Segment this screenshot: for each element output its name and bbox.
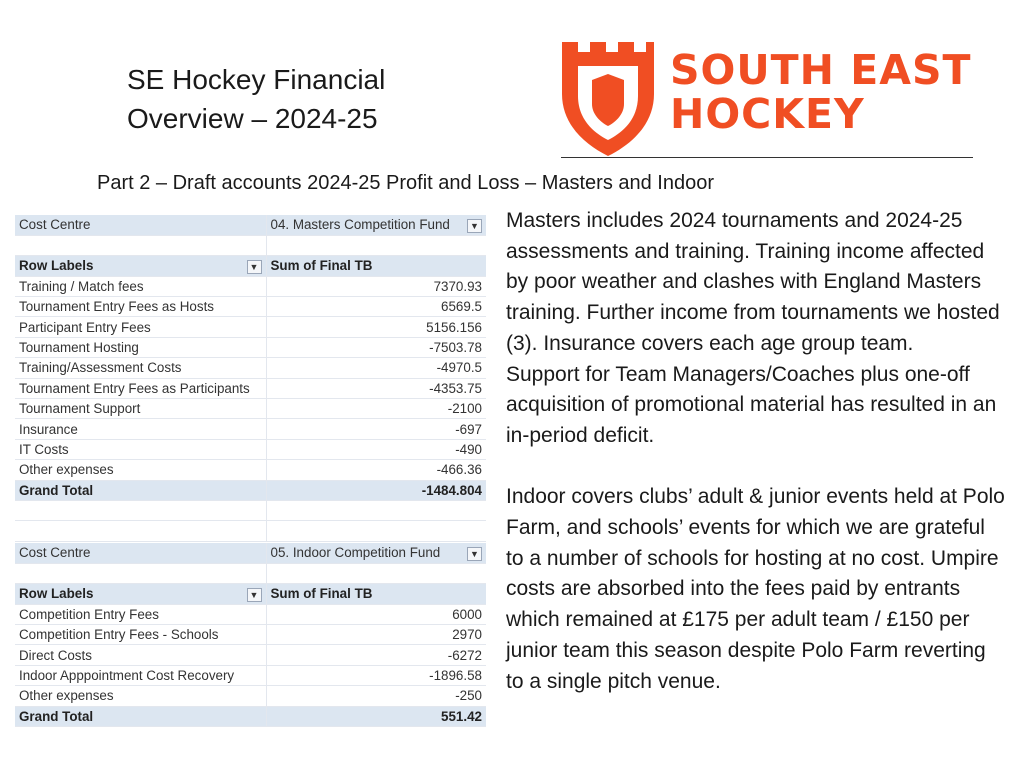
indoor-pivot-table [15, 543, 486, 727]
table-row [15, 460, 486, 480]
row-value: -466.36 [266, 460, 486, 480]
row-label: Direct Costs [15, 645, 266, 665]
row-value: 6569.5 [266, 297, 486, 317]
table-row [15, 419, 486, 439]
row-label: Training/Assessment Costs [15, 358, 266, 378]
logo-wordmark [670, 48, 971, 136]
indoor-commentary: Indoor covers clubs’ adult & junior events held at Polo Farm, and schools’ events for which we are grateful to a number of schools for hosting at no cost. Umpire costs are absorbed into the fees paid by entrants which remained at £175 per adult team / £150 per junior team this season despite Polo Farm reverting to a single pitch venue. [506, 485, 1005, 693]
row-labels-filter-icon[interactable]: ▼ [247, 260, 262, 274]
row-value: -4970.5 [266, 358, 486, 378]
row-value: -490 [266, 439, 486, 459]
table-row [15, 297, 486, 317]
row-label: Other expenses [15, 460, 266, 480]
commentary [506, 206, 1006, 697]
row-labels-header-text: Row Labels [19, 257, 94, 273]
logo-line-1: SOUTH EAST [670, 46, 972, 94]
filter-dropdown-icon[interactable]: ▼ [467, 219, 482, 233]
blank-row [15, 521, 486, 541]
grand-total-label: Grand Total [15, 480, 266, 500]
row-label: Insurance [15, 419, 266, 439]
table-row [15, 439, 486, 459]
slide-subtitle: Part 2 – Draft accounts 2024-25 Profit and Loss – Masters and Indoor [97, 172, 715, 194]
filter-value: 05. Indoor Competition Fund [270, 544, 441, 560]
table-row [15, 378, 486, 398]
table-row [15, 358, 486, 378]
filter-value: 04. Masters Competition Fund [270, 216, 450, 232]
blank-row [15, 500, 486, 520]
row-value: 2970 [266, 625, 486, 645]
grand-total-row [15, 706, 486, 726]
row-labels-header [15, 584, 266, 604]
blank-row [15, 235, 486, 255]
castle-shield-icon [558, 36, 658, 158]
row-value: -2100 [266, 399, 486, 419]
table-row [15, 665, 486, 685]
filter-label: Cost Centre [15, 543, 266, 563]
row-value: -250 [266, 686, 486, 706]
table-row [15, 276, 486, 296]
table-row [15, 645, 486, 665]
header-row [15, 584, 486, 604]
row-label: Tournament Support [15, 399, 266, 419]
sum-header: Sum of Final TB [266, 584, 486, 604]
row-value: -4353.75 [266, 378, 486, 398]
grand-total-value: 551.42 [266, 706, 486, 726]
filter-cell [266, 543, 486, 563]
blank-row [15, 563, 486, 583]
slide-title: SE Hockey Financial Overview – 2024-25 [127, 64, 386, 134]
row-value: 5156.156 [266, 317, 486, 337]
table-row [15, 399, 486, 419]
filter-dropdown-icon[interactable]: ▼ [467, 547, 482, 561]
filter-row [15, 215, 486, 235]
row-label: Tournament Entry Fees as Participants [15, 378, 266, 398]
row-value: 6000 [266, 604, 486, 624]
row-value: -6272 [266, 645, 486, 665]
south-east-hockey-logo [558, 36, 978, 158]
support-commentary: Support for Team Managers/Coaches plus one-off acquisition of promotional material has resulted in an in-period deficit. [506, 362, 997, 447]
row-label: Tournament Hosting [15, 337, 266, 357]
sum-header: Sum of Final TB [266, 256, 486, 276]
filter-label: Cost Centre [15, 215, 266, 235]
row-label: Participant Entry Fees [15, 317, 266, 337]
masters-commentary: Masters includes 2024 tournaments and 2024-25 assessments and training. Training income affected by poor weather and clashes with England Masters training. Further income from tournaments we hosted (3). Insurance covers each age group team. [506, 209, 1000, 355]
header-row [15, 256, 486, 276]
row-labels-header [15, 256, 266, 276]
table-row [15, 317, 486, 337]
table-row [15, 625, 486, 645]
row-label: Other expenses [15, 686, 266, 706]
table-row [15, 686, 486, 706]
grand-total-value: -1484.804 [266, 480, 486, 500]
filter-cell [266, 215, 486, 235]
table-row [15, 337, 486, 357]
row-label: IT Costs [15, 439, 266, 459]
row-value: -7503.78 [266, 337, 486, 357]
row-labels-dropdown-icon[interactable]: ▼ [247, 588, 262, 602]
logo-line-2: HOCKEY [670, 90, 865, 138]
row-label: Tournament Entry Fees as Hosts [15, 297, 266, 317]
row-value: 7370.93 [266, 276, 486, 296]
row-labels-header-text: Row Labels [19, 585, 94, 601]
grand-total-row [15, 480, 486, 500]
masters-pivot-table [15, 215, 486, 542]
filter-row [15, 543, 486, 563]
row-value: -1896.58 [266, 665, 486, 685]
logo-divider [561, 157, 973, 158]
row-label: Competition Entry Fees [15, 604, 266, 624]
table-row [15, 604, 486, 624]
row-label: Indoor Apppointment Cost Recovery [15, 665, 266, 685]
row-label: Training / Match fees [15, 276, 266, 296]
row-label: Competition Entry Fees - Schools [15, 625, 266, 645]
row-value: -697 [266, 419, 486, 439]
grand-total-label: Grand Total [15, 706, 266, 726]
